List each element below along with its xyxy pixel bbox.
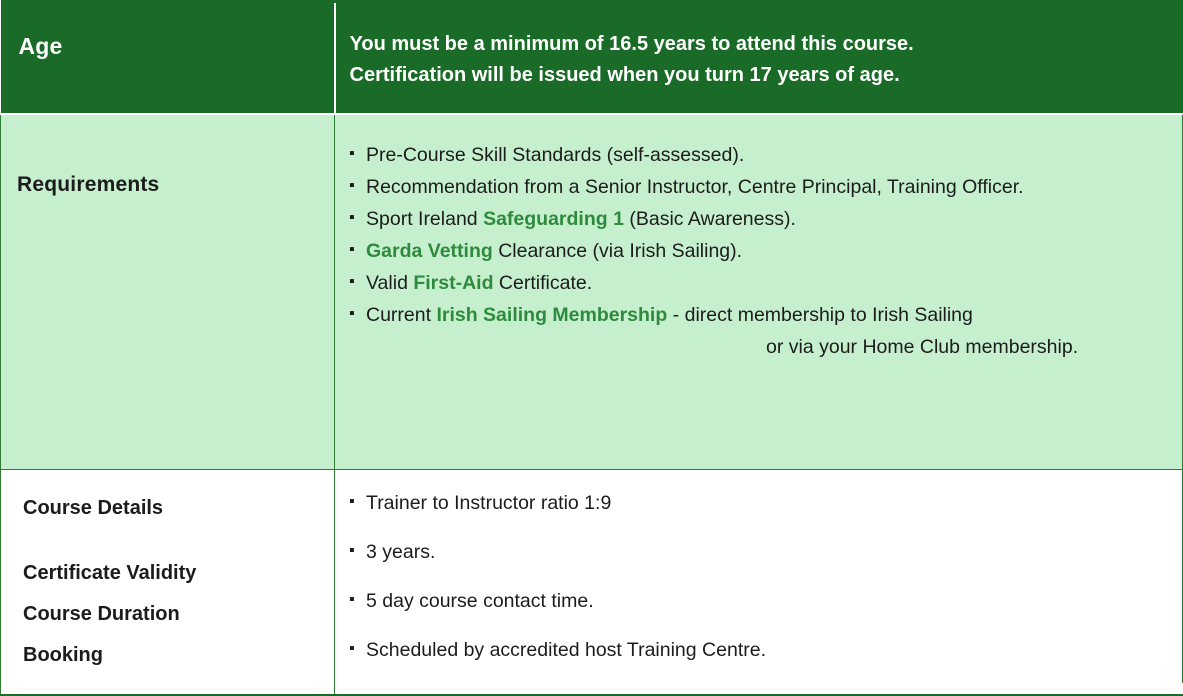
requirement-text-part: Sport Ireland <box>366 208 483 230</box>
course-detail-item: ▪ 3 years. <box>349 537 1172 567</box>
requirement-text-part: from a Senior Instructor, Centre Principal, Training Officer. <box>519 176 1024 198</box>
requirement-text-part: Valid <box>366 272 413 294</box>
requirement-text-part: - direct membership to Irish Sailing <box>667 304 973 326</box>
requirements-list <box>349 139 1172 363</box>
requirement-item <box>349 203 1172 235</box>
course-details-labels <box>1 470 334 694</box>
requirement-text-part: Garda Vetting <box>366 240 493 262</box>
course-details-list <box>349 488 1172 665</box>
age-label-cell <box>1 2 335 115</box>
course-details-label: Course Duration <box>23 594 334 635</box>
age-line-2: Certification will be issued when you turn 17 years of age. <box>350 60 1170 91</box>
requirement-text-part: or via your Home Club membership. <box>366 331 1172 363</box>
requirements-label-cell <box>1 114 335 470</box>
requirement-text-part: Pre-Course <box>366 144 471 166</box>
age-line-1: You must be a minimum of 16.5 years to attend this course. <box>350 29 1170 60</box>
requirement-text-part: Certificate. <box>494 272 593 294</box>
course-details-label: Certificate Validity <box>23 553 334 594</box>
requirement-item <box>349 267 1172 299</box>
course-details-label: Booking <box>23 635 334 676</box>
requirements-content-cell <box>335 114 1183 470</box>
course-details-content <box>335 470 1183 683</box>
age-content-cell <box>335 2 1183 115</box>
course-detail-item: ▪ 5 day course contact time. <box>349 586 1172 616</box>
requirement-item <box>349 235 1172 267</box>
requirement-text-part: (Basic Awareness). <box>624 208 796 230</box>
requirement-text-part: (self-assessed). <box>601 144 744 166</box>
table-row-age <box>1 2 1183 115</box>
requirement-text-part: Current <box>366 304 436 326</box>
requirement-item <box>349 171 1172 203</box>
age-content <box>336 3 1183 113</box>
requirement-text-part: Skill Standards <box>471 144 601 166</box>
requirements-label: Requirements <box>1 115 334 197</box>
course-details-label-cell <box>1 470 335 696</box>
course-detail-item: ▪ Trainer to Instructor ratio 1:9 <box>349 488 1172 518</box>
requirement-text-part: Clearance (via Irish Sailing). <box>493 240 742 262</box>
course-details-content-cell <box>335 470 1183 696</box>
requirement-text-part: First-Aid <box>413 272 493 294</box>
table-row-course-details <box>1 470 1183 696</box>
requirements-content <box>335 115 1183 469</box>
course-details-label: Course Details <box>23 488 334 529</box>
age-label: Age <box>1 3 334 60</box>
requirement-item <box>349 299 1172 363</box>
requirement-text-part: Irish Sailing Membership <box>436 304 667 326</box>
table-row-requirements <box>1 114 1183 470</box>
requirement-text-part: Safeguarding 1 <box>483 208 624 230</box>
requirement-item <box>349 139 1172 171</box>
requirement-text-part: Recommendation <box>366 176 519 198</box>
course-detail-item: ▪ Scheduled by accredited host Training Centre. <box>349 635 1172 665</box>
